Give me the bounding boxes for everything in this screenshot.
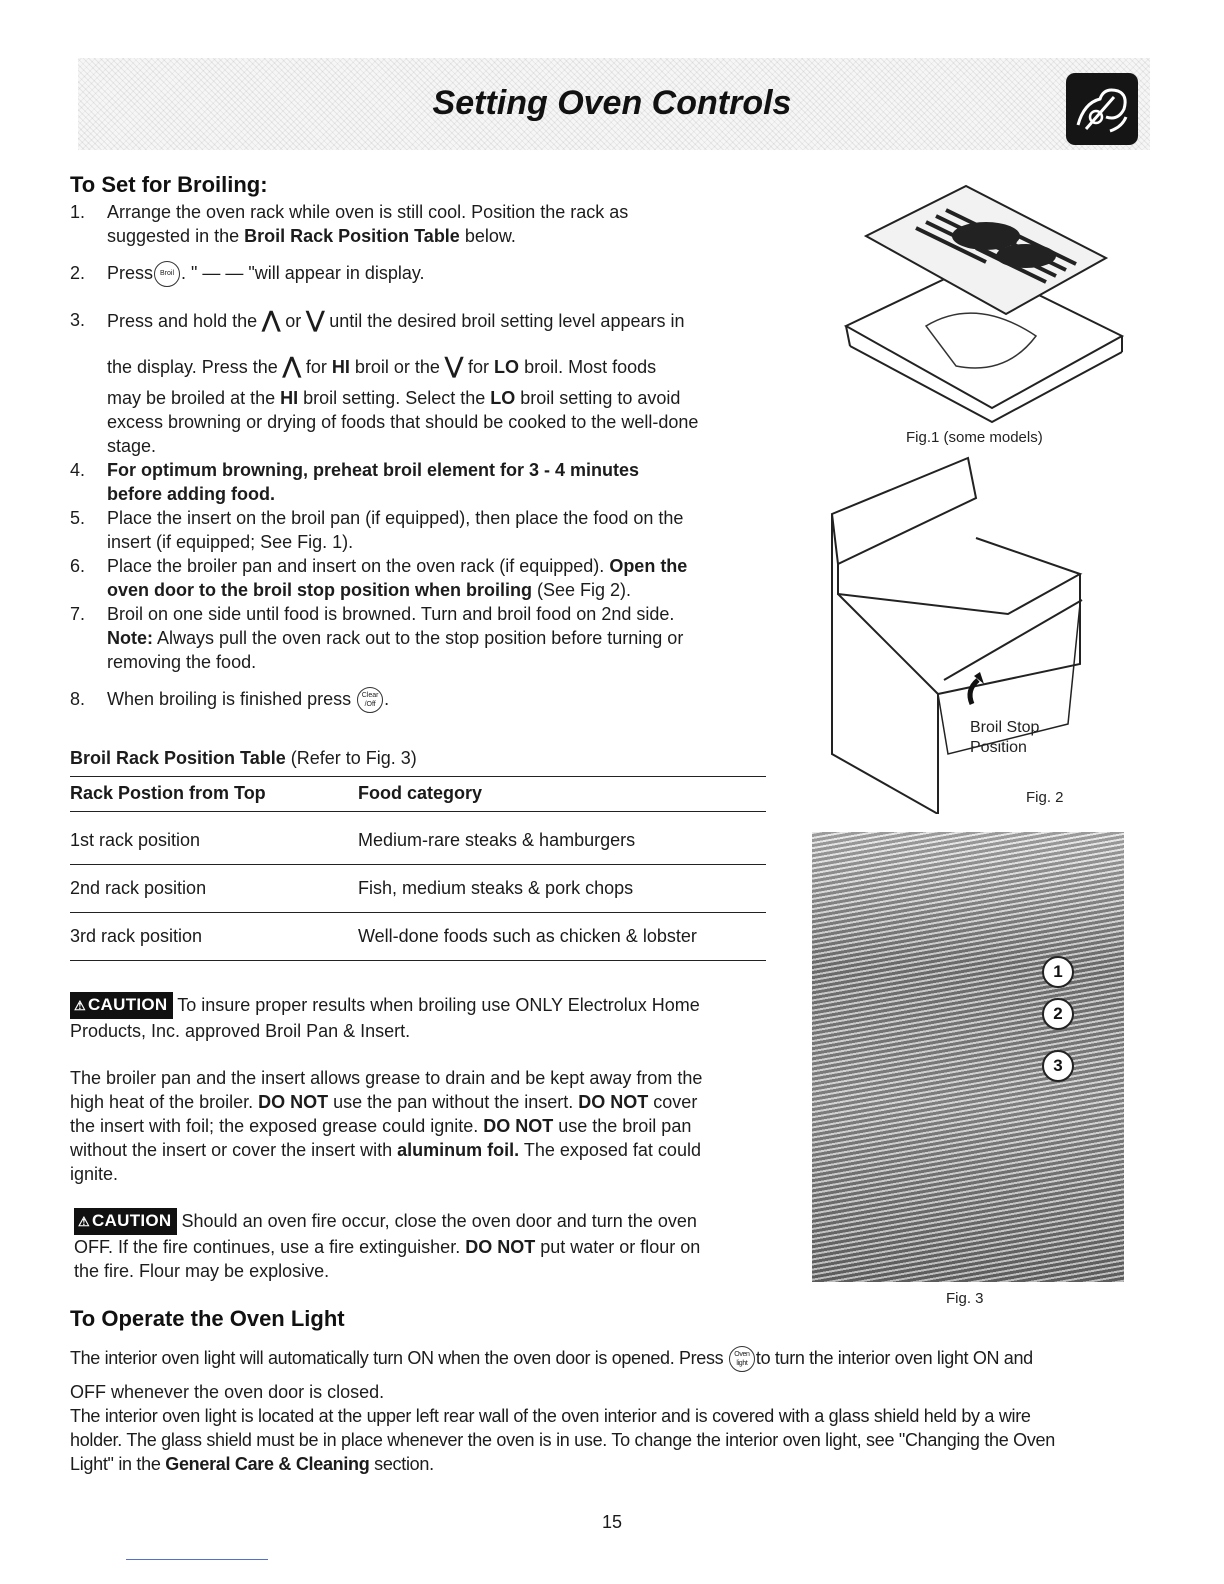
fig-1-caption: Fig.1 (some models) [906,429,1043,446]
clear-off-key-icon: Clear /Off [357,687,383,713]
oven-light-paragraph-2: The interior oven light is located at the upper left rear wall of the oven interior and is covered with a glass shield held by a wire holder. The glass shield must be in place whenever the oven is in use. To change the interior oven light, see "Changing the Oven Light" in the General Care & Cleaning section. [70,1406,1055,1474]
table-cell: 2nd rack position [70,878,207,898]
table-header-cell: Rack Postion from Top [70,783,266,803]
fig-3-caption: Fig. 3 [946,1290,984,1307]
oven-light-paragraph-1b: OFF whenever the oven door is closed. [70,1382,385,1402]
caution-badge: ⚠ CAUTION [70,992,173,1019]
table-cell: Medium-rare steaks & hamburgers [358,830,636,850]
broil-pan-illustration [836,176,1126,426]
table-rule [70,912,766,913]
broiling-heading: To Set for Broiling: [70,172,268,197]
rack-badge: 1 [1042,956,1074,988]
broil-stop-callout: Broil Stop Position [970,719,1040,756]
cooking-pans-icon [1066,73,1138,145]
rack-badge: 2 [1042,998,1074,1030]
warning-triangle-icon: ⚠ [74,998,86,1013]
caution-1: ⚠ CAUTION To insure proper results when broiling use ONLY Electrolux Home Products, Inc. approved Broil Pan & Insert. [70,992,780,1043]
footer-rule [126,1559,268,1560]
table-rule [70,864,766,865]
down-arrow-icon: ⋁ [306,307,325,332]
step-number: 1. [70,202,86,222]
page-number: 15 [601,1512,623,1532]
caution-badge: ⚠ CAUTION [74,1208,177,1235]
table-cell: 3rd rack position [70,926,203,946]
oven-light-heading: To Operate the Oven Light [70,1306,345,1331]
page-title: Setting Oven Controls [432,84,792,122]
table-header-cell: Food category [358,783,483,803]
up-arrow-icon: ⋀ [262,307,281,332]
broil-key-icon: Broil [154,261,180,287]
table-cell: Fish, medium steaks & pork chops [358,878,634,898]
oven-light-paragraph-1: The interior oven light will automatically turn ON when the oven door is opened. Press Oven light to turn the interior oven light ON and [70,1346,1160,1372]
table-rule [70,776,766,777]
table-cell: Well-done foods such as chicken & lobster [358,926,697,946]
grease-paragraph: The broiler pan and the insert allows grease to drain and be kept away from the high heat of the broiler. DO NOT use the pan without the insert. DO NOT cover the insert with foil; the exposed grease could ignite. DO NOT use the broil pan without the insert or cover the insert with aluminum foil. The exposed fat could ignite. [70,1068,703,1184]
table-cell: 1st rack position [70,830,201,850]
table-rule [70,960,766,961]
range-illustration [828,454,1088,814]
up-arrow-icon: ⋀ [282,353,301,378]
oven-interior-photo [812,832,1124,1282]
oven-light-key-icon: Oven light [729,1346,755,1372]
warning-triangle-icon: ⚠ [78,1214,90,1229]
rack-badge: 3 [1042,1050,1074,1082]
fig-2-caption: Fig. 2 [1026,789,1064,806]
caution-2: ⚠ CAUTION Should an oven fire occur, close the oven door and turn the oven OFF. If the fire continues, use a fire extinguisher. DO NOT put water or flour on the fire. Flour may be explosive. [74,1208,784,1283]
table-title: Broil Rack Position Table (Refer to Fig. 3) [70,748,417,768]
down-arrow-icon: ⋁ [444,353,463,378]
table-rule [70,811,766,812]
